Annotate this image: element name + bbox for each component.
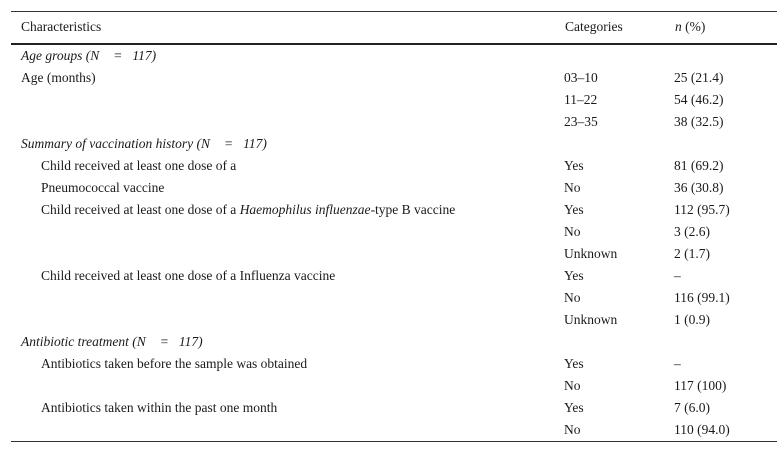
row-category: 03–10 bbox=[564, 69, 598, 85]
row-label: Child received at least one dose of a Haemophilus influenzae-type B vaccine bbox=[41, 201, 456, 217]
row-value: 81 (69.2) bbox=[674, 157, 724, 173]
row-category: No bbox=[564, 289, 581, 305]
row-value: 117 (100) bbox=[674, 377, 727, 393]
row-value: 25 (21.4) bbox=[674, 69, 724, 85]
header-row bbox=[11, 12, 777, 44]
table-row bbox=[11, 111, 777, 133]
table-row bbox=[11, 419, 777, 442]
table-row bbox=[11, 155, 777, 177]
row-category: Yes bbox=[564, 201, 584, 217]
header-characteristics: Characteristics bbox=[11, 12, 564, 44]
row-value: 3 (2.6) bbox=[674, 223, 710, 239]
table-row bbox=[11, 221, 777, 243]
table-row bbox=[11, 89, 777, 111]
row-value: 2 (1.7) bbox=[674, 245, 710, 261]
row-value: – bbox=[674, 355, 681, 371]
section-title-age: Age groups (N = 117) bbox=[21, 47, 157, 63]
row-category: Unknown bbox=[564, 311, 618, 327]
row-label: Pneumococcal vaccine bbox=[41, 179, 165, 195]
row-label: Child received at least one dose of a Influenza vaccine bbox=[41, 267, 336, 283]
row-value: 1 (0.9) bbox=[674, 311, 710, 327]
table-row bbox=[11, 309, 777, 331]
row-value: 38 (32.5) bbox=[674, 113, 724, 129]
header-n-percent bbox=[674, 12, 777, 44]
table bbox=[11, 11, 777, 442]
row-category: No bbox=[564, 179, 581, 195]
row-value: – bbox=[674, 267, 681, 283]
row-label: Antibiotics taken within the past one month bbox=[41, 399, 278, 415]
table-row bbox=[11, 287, 777, 309]
row-category: Yes bbox=[564, 399, 584, 415]
row-category: No bbox=[564, 419, 674, 442]
row-category: Unknown bbox=[564, 245, 618, 261]
section-row-age bbox=[11, 44, 777, 67]
section-title-antibiotic: Antibiotic treatment (N = 117) bbox=[21, 333, 203, 349]
row-category: Yes bbox=[564, 267, 584, 283]
row-label: Age (months) bbox=[21, 69, 96, 85]
row-category: 23–35 bbox=[564, 113, 598, 129]
section-row-antibiotic bbox=[11, 331, 777, 353]
table-row bbox=[11, 375, 777, 397]
table-row bbox=[11, 397, 777, 419]
row-value: 36 (30.8) bbox=[674, 179, 724, 195]
section-title-vaccination: Summary of vaccination history (N = 117) bbox=[21, 135, 267, 151]
table-row bbox=[11, 265, 777, 287]
row-category: 11–22 bbox=[564, 91, 598, 107]
table-row bbox=[11, 243, 777, 265]
characteristics-table bbox=[11, 11, 772, 442]
table-row bbox=[11, 199, 777, 221]
row-label: Child received at least one dose of a bbox=[41, 157, 237, 173]
row-category: Yes bbox=[564, 355, 584, 371]
header-categories: Categories bbox=[564, 12, 674, 44]
header-percent: (%) bbox=[681, 19, 706, 35]
row-value: 54 (46.2) bbox=[674, 91, 724, 107]
row-value: 110 (94.0) bbox=[674, 419, 777, 442]
row-category: Yes bbox=[564, 157, 584, 173]
section-row-vaccination bbox=[11, 133, 777, 155]
table-row bbox=[11, 177, 777, 199]
row-label: Antibiotics taken before the sample was obtained bbox=[41, 355, 308, 371]
table-row bbox=[11, 353, 777, 375]
row-value: 116 (99.1) bbox=[674, 289, 730, 305]
row-category: No bbox=[564, 377, 581, 393]
row-category: No bbox=[564, 223, 581, 239]
row-value: 7 (6.0) bbox=[674, 399, 710, 415]
table-row bbox=[11, 67, 777, 89]
header-n: n bbox=[675, 19, 682, 35]
row-value: 112 (95.7) bbox=[674, 201, 730, 217]
